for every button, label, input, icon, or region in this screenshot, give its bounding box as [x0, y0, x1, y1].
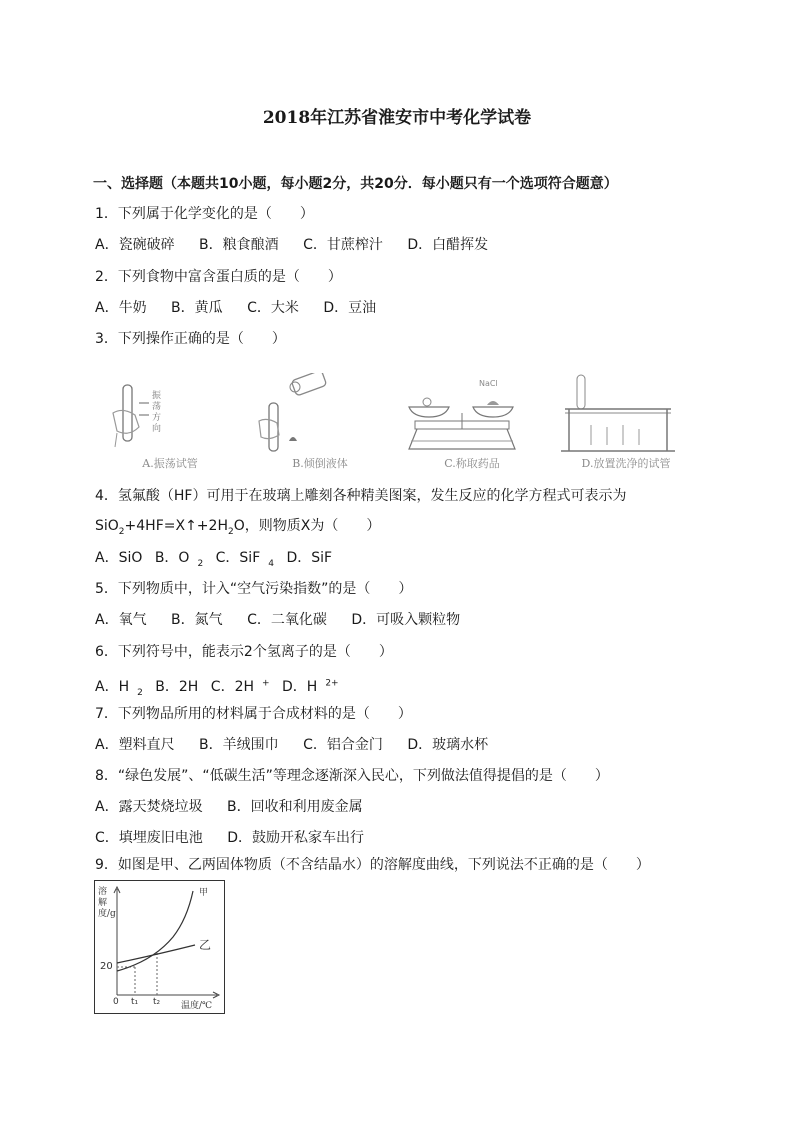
graph-ylabel: 溶解度/g: [98, 887, 116, 919]
nacl-label: NaCl: [479, 379, 498, 388]
figure-d: [551, 373, 701, 473]
superscript: 2+: [325, 678, 339, 688]
eq-part: +4HF=X↑+2H: [124, 518, 228, 534]
question-3-figures: [95, 373, 705, 473]
option-c[interactable]: [215, 550, 274, 569]
option-text: B．O: [154, 550, 190, 566]
option-text: A．H: [95, 678, 130, 695]
page-title: 2018年江苏省淮安市中考化学试卷: [262, 108, 532, 128]
subscript: 4: [268, 558, 274, 569]
figure-a-caption: A.振荡试管: [142, 457, 198, 470]
question-2-options: [95, 298, 396, 318]
option-b[interactable]: B．回收和利用废金属: [227, 799, 363, 815]
option-c[interactable]: [211, 679, 270, 695]
eq-subscript: 2: [227, 526, 234, 537]
question-5-stem: 5．下列物质中，计入“空气污染指数”的是（ ）: [95, 581, 413, 597]
option-d[interactable]: [282, 679, 339, 695]
option-c[interactable]: C．大米: [247, 300, 299, 316]
option-c[interactable]: C．二氧化碳: [247, 612, 327, 628]
question-4-stem: 4．氢氟酸（HF）可用于在玻璃上雕刻各种精美图案，发生反应的化学方程式可表示为: [95, 488, 627, 504]
series-jia-label: 甲: [199, 888, 209, 898]
question-8-options-row2: [95, 828, 384, 848]
option-b[interactable]: B．氮气: [171, 612, 223, 628]
option-c[interactable]: C．铝合金门: [303, 737, 383, 753]
question-8-options-row1: [95, 797, 383, 817]
option-a[interactable]: A．SiO: [95, 550, 143, 566]
figure-b: [245, 373, 395, 473]
option-d[interactable]: D．SiF: [286, 550, 333, 566]
question-4-equation: [95, 516, 380, 542]
option-text: C．2H: [210, 678, 255, 695]
option-text: C．SiF: [215, 550, 261, 566]
graph-x-tick-t1: t₁: [131, 997, 139, 1007]
option-d[interactable]: D．玻璃水杯: [407, 737, 489, 753]
figure-a: [95, 373, 245, 473]
shake-direction-label: 振荡方向: [152, 391, 162, 434]
option-a[interactable]: [95, 678, 143, 698]
option-a[interactable]: A．塑料直尺: [95, 737, 175, 753]
question-4-options: [95, 548, 340, 574]
option-b[interactable]: B．羊绒围巾: [199, 737, 279, 753]
graph-x-tick-0: 0: [113, 997, 119, 1007]
option-d[interactable]: D．可吸入颗粒物: [351, 612, 461, 628]
graph-y-tick: 20: [100, 961, 113, 972]
option-b[interactable]: [154, 550, 204, 569]
option-d[interactable]: D．白醋挥发: [407, 237, 489, 253]
question-2-stem: 2．下列食物中富含蛋白质的是（ ）: [95, 269, 342, 285]
subscript: 2: [137, 687, 143, 698]
subscript: 2: [197, 558, 204, 569]
option-a[interactable]: A．露天焚烧垃圾: [95, 799, 203, 815]
option-a[interactable]: A．氧气: [95, 612, 147, 628]
question-1-stem: 1．下列属于化学变化的是（ ）: [95, 206, 314, 222]
question-7-stem: 7．下列物品所用的材料属于合成材料的是（ ）: [95, 706, 412, 722]
option-c[interactable]: C．填埋废旧电池: [95, 830, 203, 846]
figure-d-caption: D.放置洗净的试管: [581, 457, 671, 470]
question-6-stem: 6．下列符号中，能表示2个氢离子的是（ ）: [95, 644, 393, 660]
solubility-curve-graph: [94, 880, 225, 1014]
option-d[interactable]: D．鼓励开私家车出行: [227, 830, 365, 846]
question-3-stem: 3．下列操作正确的是（ ）: [95, 331, 286, 347]
question-9-stem: 9．如图是甲、乙两固体物质（不含结晶水）的溶解度曲线，下列说法不正确的是（ ）: [95, 857, 650, 873]
option-text: D．H: [282, 678, 318, 695]
eq-part: SiO: [95, 518, 119, 534]
question-5-options: [95, 610, 480, 630]
graph-x-tick-t2: t₂: [153, 997, 161, 1007]
figure-c: [397, 373, 547, 473]
eq-subscript: 2: [118, 526, 125, 537]
eq-part: O，则物质X为（ ）: [233, 518, 381, 534]
question-7-options: [95, 735, 508, 755]
option-b[interactable]: B．粮食酿酒: [199, 237, 279, 253]
option-d[interactable]: D．豆油: [323, 300, 377, 316]
option-b[interactable]: B．2H: [155, 678, 199, 695]
superscript: +: [262, 678, 270, 688]
option-c[interactable]: C．甘蔗榨汁: [303, 237, 383, 253]
figure-c-caption: C.称取药品: [444, 457, 500, 470]
option-a[interactable]: A．瓷碗破碎: [95, 237, 175, 253]
figure-b-caption: B.倾倒液体: [292, 457, 348, 470]
option-a[interactable]: A．牛奶: [95, 300, 147, 316]
question-1-options: [95, 235, 508, 255]
question-6-options: [95, 673, 347, 702]
series-yi-label: 乙: [199, 938, 212, 952]
section-heading: 一、选择题（本题共10小题，每小题2分，共20分．每小题只有一个选项符合题意）: [93, 176, 618, 192]
question-8-stem: 8．“绿色发展”、“低碳生活”等理念逐渐深入民心，下列做法值得提倡的是（ ）: [95, 768, 609, 784]
graph-xlabel: 温度/℃: [181, 1001, 213, 1011]
option-b[interactable]: B．黄瓜: [171, 300, 223, 316]
